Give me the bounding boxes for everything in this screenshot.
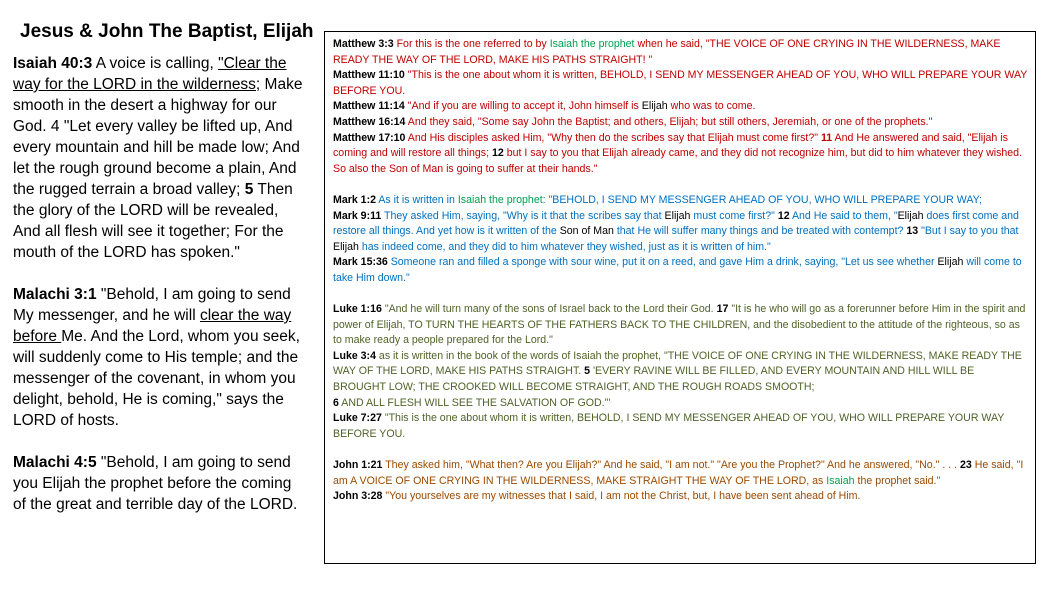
- new-testament-box: [324, 31, 1036, 564]
- mark-1-2: Mark 1:2 As it is written in Isaiah the prophet: "BEHOLD, I SEND MY MESSENGER AHEAD OF YOU, WHO WILL PREPARE YOUR WAY;: [333, 193, 982, 206]
- luke-1-16: Luke 1:16 "And he will turn many of the sons of Israel back to the Lord their God. 17 "It is he who will go as a forerunner before Him in the spirit and power of Elijah, TO TURN THE HEARTS OF THE FATHERS BACK TO THE CHILDREN, and the disobedient to the attitude of the righteous, so as to make ready a people prepared for the Lord.": [333, 303, 1026, 347]
- isaiah-40-3-passage: Isaiah 40:3 A voice is calling, "Clear the way for the LORD in the wilderness; Make smooth in the desert a highway for our God. 4 "Let every valley be lifted up, And every mountain and hill be made low; And let the rough ground become a plain, And the rugged terrain a broad valley; 5 Then the glory of the LORD will be revealed, And all flesh will see it together; For the mouth of the LORD has spoken.": [13, 55, 303, 261]
- malachi-3-1-passage: Malachi 3:1 "Behold, I am going to send My messenger, and he will clear the way before Me. And the Lord, whom you seek, will suddenly come to His temple; and the messenger of the covenant, in whom you delight, behold, He is coming," says the LORD of hosts.: [13, 286, 300, 429]
- luke-3-4: Luke 3:4 as it is written in the book of the words of Isaiah the prophet, "THE VOICE OF ONE CRYING IN THE WILDERNESS, MAKE READY THE WAY OF THE LORD, MAKE HIS PATHS STRAIGHT. 5 'EVERY RAVINE WILL BE FILLED, AND EVERY MOUNTAIN AND HILL WILL BE BROUGHT LOW; THE CROOKED WILL BECOME STRAIGHT, AND THE ROUGH ROADS SMOOTH; 6 AND ALL FLESH WILL SEE THE SALVATION OF GOD.'": [333, 349, 1022, 409]
- malachi-4-5-passage: Malachi 4:5 "Behold, I am going to send you Elijah the prophet before the coming of the great and terrible day of the LORD.: [13, 454, 298, 513]
- matthew-11-10: Matthew 11:10 "This is the one about whom it is written, BEHOLD, I SEND MY MESSENGER AHEAD OF YOU, WHO WILL PREPARE YOUR WAY BEFORE YOU.: [333, 69, 1028, 97]
- mark-9-11: Mark 9:11 They asked Him, saying, "Why is it that the scribes say that Elijah must come first?" 12 And He said to them, "Elijah does first come and restore all things. And yet how is it written of the Son of Man that He will suffer many things and be treated with contempt? 13 "But I say to you that Elijah has indeed come, and they did to him whatever they wished, just as it is written of him.": [333, 209, 1019, 253]
- luke-7-27: Luke 7:27 "This is the one about whom it is written, BEHOLD, I SEND MY MESSENGER AHEAD OF YOU, WHO WILL PREPARE YOUR WAY BEFORE YOU.: [333, 412, 1005, 440]
- verse-ref: Malachi 4:5: [13, 454, 97, 471]
- page-title: Jesus & John The Baptist, Elijah: [20, 21, 314, 42]
- verse-ref: Malachi 3:1: [13, 286, 97, 303]
- john-1-21: John 1:21 They asked him, "What then? Are you Elijah?" And he said, "I am not." "Are you the Prophet?" And he answered, "No." . . . 23 He said, "I am A VOICE OF ONE CRYING IN THE WILDERNESS, MAKE STRAIGHT THE WAY OF THE LORD, as Isaiah the prophet said.": [333, 459, 1024, 487]
- mark-15-36: Mark 15:36 Someone ran and filled a sponge with sour wine, put it on a reed, and gave Him a drink, saying, "Let us see whether Elijah will come to take Him down.": [333, 256, 1022, 284]
- john-3-28: John 3:28 "You yourselves are my witnesses that I said, I am not the Christ, but, I have been sent ahead of Him.: [333, 490, 861, 503]
- matthew-16-14: Matthew 16:14 And they said, "Some say John the Baptist; and others, Elijah; but still others, Jeremiah, or one of the prophets.": [333, 115, 933, 128]
- matthew-17-10: Matthew 17:10 And His disciples asked Him, "Why then do the scribes say that Elijah must come first?" 11 And He answered and said, "Elijah is coming and will restore all things; 12 but I say to you that Elijah already came, and they did not recognize him, but did to him whatever they wished. So also the Son of Man is going to suffer at their hands.": [333, 131, 1023, 175]
- verse-ref: Isaiah 40:3: [13, 55, 93, 72]
- matthew-11-14: Matthew 11:14 "And if you are willing to accept it, John himself is Elijah who was to come.: [333, 100, 756, 113]
- matthew-3-3: Matthew 3:3 For this is the one referred to by Isaiah the prophet when he said, "THE VOICE OF ONE CRYING IN THE WILDERNESS, MAKE READY THE WAY OF THE LORD, MAKE HIS PATHS STRAIGHT! ": [333, 38, 1001, 66]
- old-testament-column: [13, 53, 305, 536]
